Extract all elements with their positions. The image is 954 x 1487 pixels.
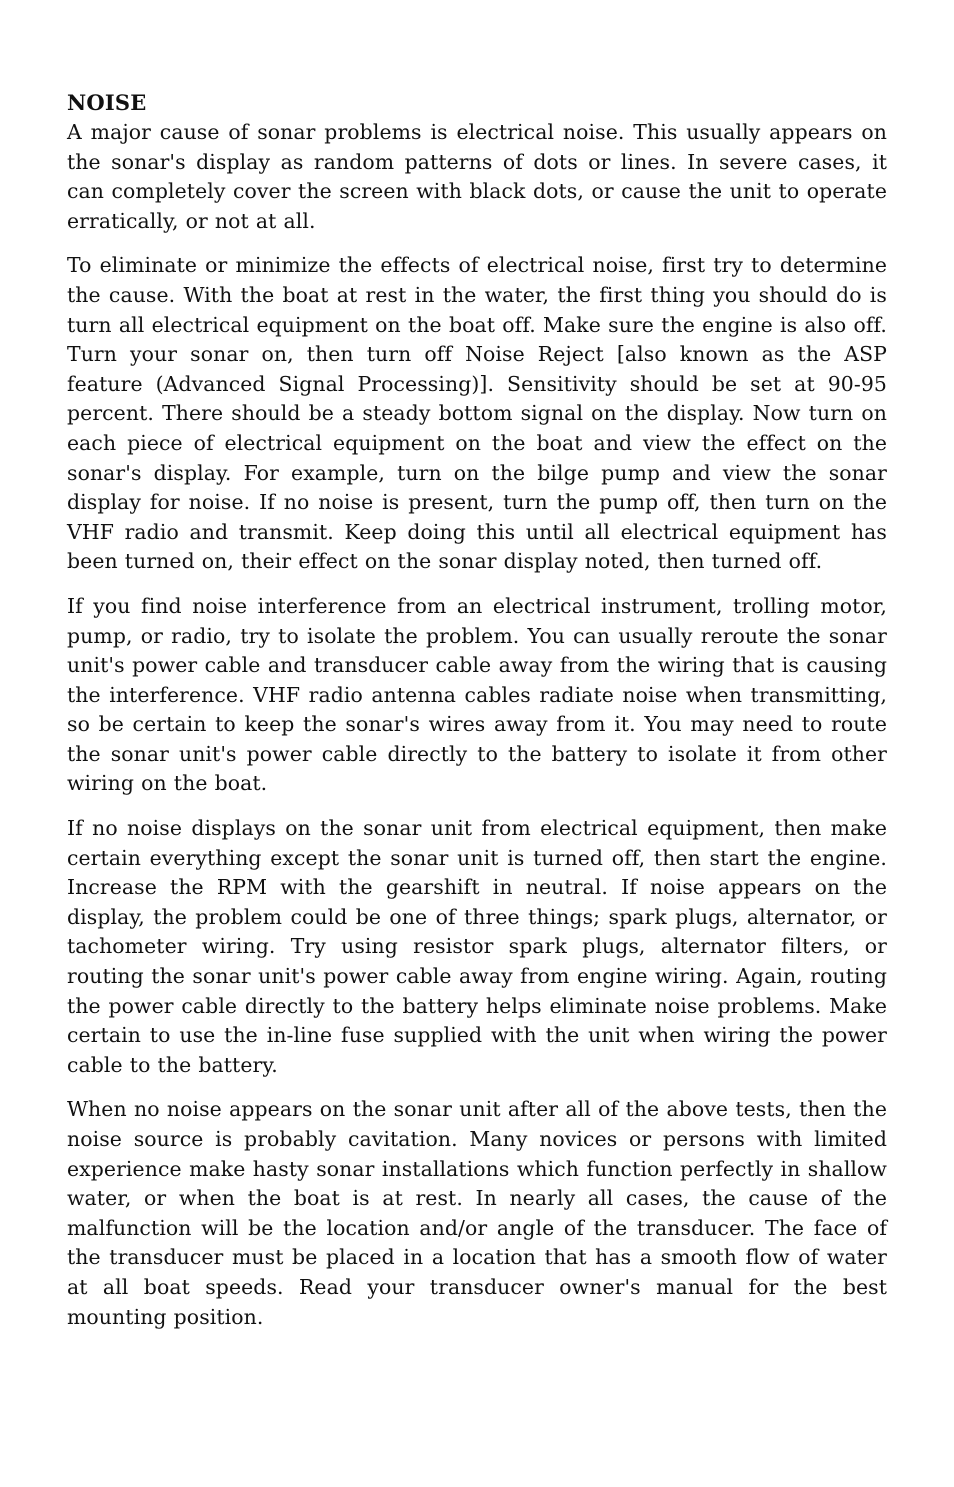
paragraph-cavitation: When no noise appears on the sonar unit after all of the above tests, then the noise source is probably cavitation. Many novices or persons with limited experience make hasty sonar installations which function perfectly in shallow water, or when the boat is at rest. In nearly all cases, the cause of the malfunction will be the location and/or angle of the transducer. The face of the transducer must be placed in a location that has a smooth flow of water at all boat speeds. Read your transducer owner's manual for the best mounting position. — [67, 1097, 887, 1329]
document-page — [67, 88, 887, 1347]
paragraph-noise-intro: A major cause of sonar problems is electrical noise. This usually appears on the sonar's display as random patterns of dots or lines. In severe cases, it can completely cover the screen with black dots, or cause the unit to operate erratically, or not at all. — [67, 120, 887, 233]
section-heading: NOISE — [67, 90, 147, 115]
paragraph-isolate-problem: If you find noise interference from an electrical instrument, trolling motor, pump, or radio, try to isolate the problem. You can usually reroute the sonar unit's power cable and transducer cable away from the wiring that is causing the interference. VHF radio antenna cables radiate noise when transmitting, so be certain to keep the sonar's wires away from it. You may need to route the sonar unit's power cable directly to the battery to isolate it from other wiring on the boat. — [67, 593, 887, 796]
paragraph-engine-noise: If no noise displays on the sonar unit from electrical equipment, then make certain everything except the sonar unit is turned off, then start the engine. Increase the RPM with the gearshift in neutral. If noise appears on the display, the problem could be one of three things; spark plugs, alternator, or tachometer wiring. Try using resistor spark plugs, alternator filters, or routing the sonar unit's power cable away from engine wiring. Again, routing the power cable directly to the battery helps eliminate noise problems. Make certain to use the in-line fuse supplied with the unit when wiring the power cable to the battery. — [67, 816, 887, 1077]
paragraph-determine-cause: To eliminate or minimize the effects of electrical noise, first try to determine the cause. With the boat at rest in the water, the first thing you should do is turn all electrical equipment on the boat off. Make sure the engine is also off. Turn your sonar on, then turn off Noise Reject [also known as the ASP feature (Advanced Signal Processing)]. Sensitivity should be set at 90-95 percent. There should be a steady bottom signal on the display. Now turn on each piece of electrical equipment on the boat and view the effect on the sonar's display. For example, turn on the bilge pump and view the sonar display for noise. If no noise is present, turn the pump off, then turn on the VHF radio and transmit. Keep doing this until all electrical equipment has been turned on, their effect on the sonar display noted, then turned off. — [67, 253, 887, 574]
